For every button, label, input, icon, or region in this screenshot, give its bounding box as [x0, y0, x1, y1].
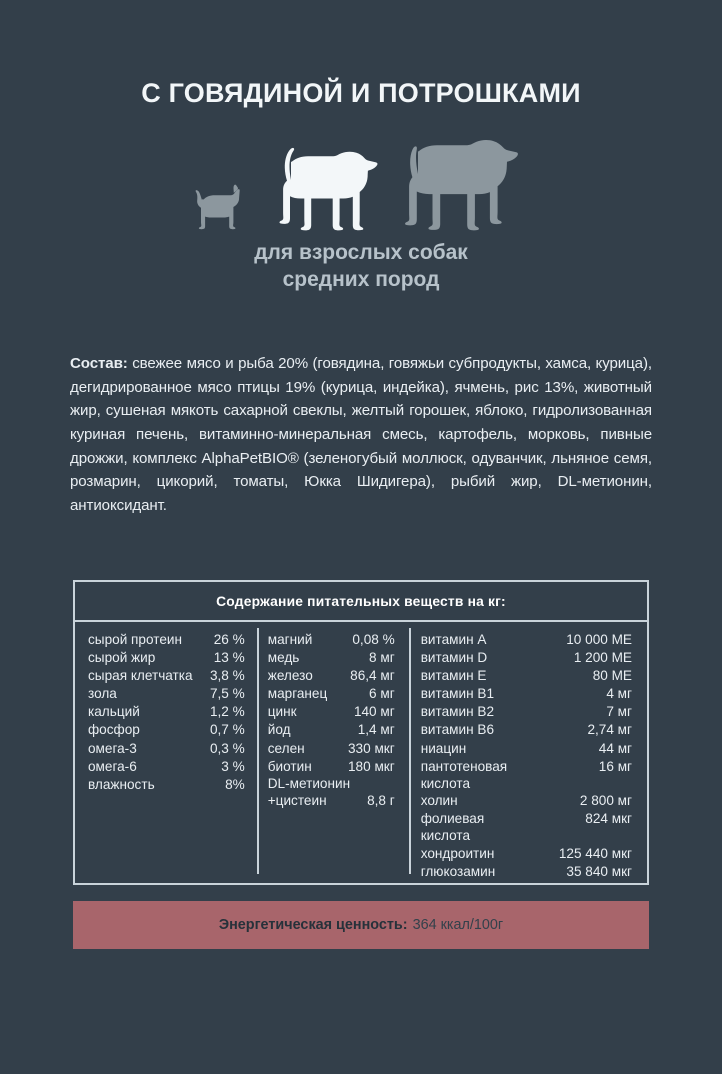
nutrient-name: витамин A	[420, 632, 487, 647]
nutrient-name: зола	[88, 686, 117, 702]
nutrient-value: 16 мг	[598, 758, 632, 774]
nutrient-value: 0,7 %	[209, 722, 245, 738]
nutrient-row	[88, 776, 245, 794]
nutrient-row	[421, 740, 632, 758]
nutrient-value: 3 %	[221, 758, 245, 774]
nutrient-value: 7 мг	[606, 704, 632, 720]
nutrient-value: 44 мг	[598, 740, 632, 756]
nutrient-value: 26 %	[213, 632, 245, 647]
nutrient-name: кислота	[420, 775, 471, 791]
nutrient-value: 180 мкг	[347, 758, 395, 774]
nutrient-value: 7,5 %	[209, 686, 245, 702]
nutrient-value: 1,4 мг	[357, 722, 395, 738]
nutrient-name: холин	[420, 793, 458, 809]
composition-text: свежее мясо и рыба 20% (говядина, говяжьи субпродукты, хамса, курица), дегидрированное мясо птицы 19% (курица, индейка), ячмень, рис 13%, животный жир, сушеная мякоть сахарной свеклы, желтый горошек, яблоко, гидролизованная куриная печень, витаминно-минеральная смесь, картофель, морковь, пивные дрожжи, комплекс AlphaPetBIO® (зеленогубый моллюск, одуванчик, льняное семя, розмарин, цикорий, томаты, Юкка Шидигера), рыбий жир, DL-метионин, антиоксидант.	[70, 355, 652, 515]
nutrient-row	[268, 792, 395, 810]
subtitle-line-1: для взрослых собак	[254, 241, 468, 264]
nutrient-name: фосфор	[88, 722, 140, 738]
nutrient-name: витамин E	[420, 668, 487, 684]
nutrient-value: 35 840 мкг	[566, 864, 632, 880]
nutrient-value: 824 мкг	[585, 811, 632, 827]
nutrient-row	[421, 845, 632, 863]
nutrient-name: сырой жир	[88, 650, 156, 666]
nutrient-name: цинк	[267, 704, 297, 720]
nutrient-row	[88, 758, 245, 776]
nutrient-row	[421, 685, 632, 703]
nutrient-row	[421, 649, 632, 667]
nutrient-value: 86,4 мг	[350, 668, 395, 684]
nutrient-name: железо	[267, 668, 313, 684]
nutrient-value: 140 мг	[353, 704, 395, 720]
nutrient-value: 13 %	[213, 650, 245, 666]
nutrient-row	[268, 721, 395, 739]
nutrient-row	[421, 792, 632, 810]
nutrient-row	[88, 631, 245, 649]
small-dog-silhouette-icon	[188, 176, 260, 236]
nutrient-name: магний	[267, 632, 313, 647]
subtitle-line-2: средних пород	[282, 267, 440, 291]
nutrient-row	[421, 828, 632, 845]
nutrient-row	[88, 740, 245, 758]
medium-dog-silhouette-icon	[266, 136, 388, 236]
nutrient-name: влажность	[88, 776, 155, 792]
nutrient-name: +цистеин	[267, 793, 327, 809]
nutrient-value: 4 мг	[606, 686, 632, 702]
nutrient-name: биотин	[267, 758, 312, 774]
nutrient-name: кислота	[420, 828, 471, 844]
page-title: С ГОВЯДИНОЙ И ПОТРОШКАМИ	[141, 78, 581, 108]
nutrient-row	[421, 703, 632, 721]
nutrient-name: омега-6	[88, 758, 137, 774]
nutrient-row	[421, 810, 632, 828]
nutrient-name: витамин B1	[420, 686, 495, 702]
nutrient-row	[268, 631, 395, 649]
nutrient-row	[88, 685, 245, 703]
nutrient-name: йод	[267, 722, 291, 738]
nutrient-value: 6 мг	[369, 686, 395, 702]
nutrient-value: 80 МЕ	[592, 668, 632, 684]
nutrient-row	[88, 721, 245, 739]
nutrient-table-heading: Содержание питательных веществ на кг:	[75, 582, 647, 622]
nutrient-row	[268, 649, 395, 667]
nutrient-name: марганец	[267, 686, 328, 702]
nutrient-row	[88, 667, 245, 685]
page-subtitle	[0, 240, 722, 294]
nutrient-row	[421, 631, 632, 649]
nutrient-name: селен	[267, 740, 305, 756]
nutrient-row	[268, 776, 395, 793]
nutrient-name: хондроитин	[420, 845, 495, 861]
nutrient-value: 8 мг	[369, 650, 395, 666]
nutrient-row	[421, 776, 632, 793]
nutrient-value: 8,8 г	[367, 793, 395, 809]
nutrient-value: 2,74 мг	[587, 722, 632, 738]
dog-size-illustration	[0, 128, 722, 236]
energy-value: 364 ккал/100г	[412, 917, 504, 933]
nutrient-name: глюкозамин	[420, 864, 496, 880]
nutrient-row	[268, 685, 395, 703]
nutrient-value: 8%	[225, 776, 245, 792]
large-dog-silhouette-icon	[394, 128, 534, 236]
nutrient-row	[88, 649, 245, 667]
nutrient-value: 125 440 мкг	[558, 845, 632, 861]
nutrient-row	[421, 721, 632, 739]
nutrient-column-1	[75, 631, 256, 883]
composition-label: Состав:	[70, 355, 128, 372]
nutrient-table-body	[75, 622, 647, 883]
nutrient-row	[268, 740, 395, 758]
nutrient-name: медь	[267, 650, 300, 666]
energy-label: Энергетическая ценность:	[218, 917, 408, 933]
nutrient-row	[268, 758, 395, 776]
composition-paragraph	[70, 352, 652, 518]
nutrient-row	[421, 758, 632, 776]
nutrient-name: пантотеновая	[420, 758, 508, 774]
nutrient-row	[268, 703, 395, 721]
nutrient-value: 10 000 МЕ	[566, 632, 632, 647]
nutrient-value: 1,2 %	[209, 704, 245, 720]
nutrient-row	[88, 703, 245, 721]
nutrient-column-2	[256, 631, 407, 883]
nutrient-row	[268, 667, 395, 685]
nutrient-name: ниацин	[420, 740, 467, 756]
nutrient-value: 3,8 %	[209, 668, 245, 684]
nutrient-table	[73, 580, 649, 885]
nutrient-value: 0,3 %	[209, 740, 245, 756]
nutrient-row	[421, 863, 632, 881]
nutrient-value: 2 800 мг	[579, 793, 632, 809]
nutrient-name: витамин D	[420, 650, 488, 666]
nutrient-value: 330 мкг	[347, 740, 395, 756]
nutrient-name: витамин B6	[420, 722, 495, 738]
nutrient-value: 1 200 МЕ	[573, 650, 632, 666]
nutrient-name: кальций	[88, 704, 140, 720]
nutrient-value: 0,08 %	[352, 632, 395, 647]
nutrient-column-3	[407, 631, 647, 883]
nutrient-name: витамин B2	[420, 704, 495, 720]
nutrient-row	[421, 667, 632, 685]
nutrient-name: сырая клетчатка	[88, 668, 193, 684]
nutrient-name: фолиевая	[420, 811, 485, 827]
nutrient-name: омега-3	[88, 740, 137, 756]
nutrient-name: DL-метионин	[267, 775, 351, 791]
energy-value-bar	[73, 901, 649, 949]
nutrient-name: сырой протеин	[88, 632, 182, 647]
